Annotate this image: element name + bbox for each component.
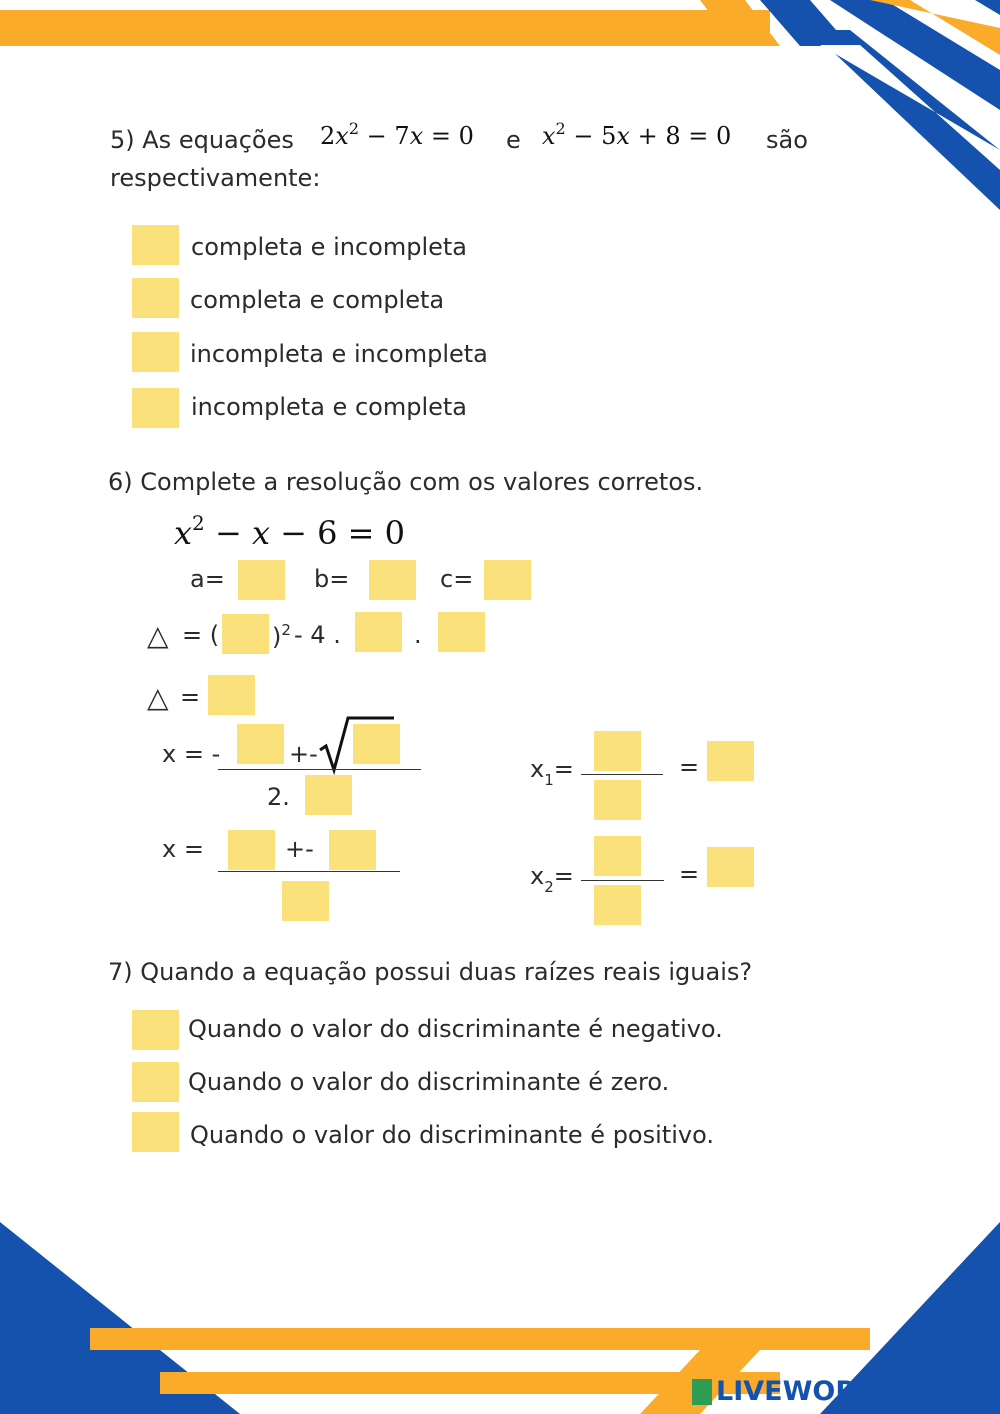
b-label: b= xyxy=(314,565,350,593)
q7-option-2-checkbox[interactable] xyxy=(132,1062,179,1102)
delta-times-four: - 4 . xyxy=(294,621,341,649)
x-line2-plus-minus: +- xyxy=(285,835,314,863)
logo-badge-icon xyxy=(692,1379,712,1405)
delta-result-input[interactable] xyxy=(208,675,255,715)
x-line2-fraction-bar xyxy=(218,871,400,872)
x2-equals: = xyxy=(679,860,700,888)
delta-b-input[interactable] xyxy=(222,614,269,654)
delta-icon: △ xyxy=(147,619,169,652)
c-input[interactable] xyxy=(484,560,531,600)
q5-option-3-label: incompleta e incompleta xyxy=(190,340,488,368)
q5-option-2-label: completa e completa xyxy=(190,286,445,314)
q7-option-3-checkbox[interactable] xyxy=(132,1112,179,1152)
liveworksheets-logo[interactable] xyxy=(692,1376,992,1410)
q6-prompt: 6) Complete a resolução com os valores corretos. xyxy=(108,468,704,496)
q7-option-1-label: Quando o valor do discriminante é negativo. xyxy=(188,1015,723,1043)
x1-numerator-input[interactable] xyxy=(594,731,641,771)
q5-option-1-checkbox[interactable] xyxy=(132,225,179,265)
x1-result-input[interactable] xyxy=(707,741,754,781)
q5-equation-1: $2x^2 - 7x = 0$ xyxy=(320,119,474,150)
x-line2-lhs: x = xyxy=(162,835,204,863)
x-formula-lhs: x = - xyxy=(162,740,221,768)
b-input[interactable] xyxy=(369,560,416,600)
x-formula-delta-input[interactable] xyxy=(353,724,400,764)
x2-numerator-input[interactable] xyxy=(594,836,641,876)
q5-option-4-checkbox[interactable] xyxy=(132,388,179,428)
x-formula-denominator-prefix: 2. xyxy=(267,783,290,811)
q7-prompt: 7) Quando a equação possui duas raízes reais iguais? xyxy=(108,958,753,986)
x1-fraction-bar xyxy=(581,774,663,775)
q5-prompt-suffix: são xyxy=(766,126,808,154)
x2-result-input[interactable] xyxy=(707,847,754,887)
x-formula-fraction-bar xyxy=(218,769,421,770)
delta-open-paren: = ( xyxy=(182,621,220,649)
q7-option-3-label: Quando o valor do discriminante é positivo. xyxy=(190,1121,714,1149)
q5-prompt-line2: respectivamente: xyxy=(110,164,321,192)
q7-option-2-label: Quando o valor do discriminante é zero. xyxy=(188,1068,670,1096)
logo-text: LIVEWORKSHEETS xyxy=(716,1376,994,1407)
delta-icon-2: △ xyxy=(147,681,169,714)
q7-option-1-checkbox[interactable] xyxy=(132,1010,179,1050)
x2-fraction-bar xyxy=(581,880,664,881)
a-input[interactable] xyxy=(238,560,285,600)
q5-option-4-label: incompleta e completa xyxy=(191,393,467,421)
q5-connector: e xyxy=(506,126,521,154)
delta-close-paren: )$^2$ xyxy=(272,621,291,651)
delta-a-input[interactable] xyxy=(355,612,402,652)
x-line2-denominator-input[interactable] xyxy=(282,881,329,921)
x-formula-minus-b-input[interactable] xyxy=(237,724,284,764)
x-formula-a-input[interactable] xyxy=(305,775,352,815)
x-formula-plus-minus: +- xyxy=(289,740,318,768)
x2-label: $x_2=$ xyxy=(530,862,574,896)
q5-equation-2: $x^2 - 5x + 8 = 0$ xyxy=(542,119,732,150)
a-label: a= xyxy=(190,565,225,593)
q5-prompt-prefix: 5) As equações xyxy=(110,126,294,154)
q6-equation: $x^2 - x - 6 = 0$ xyxy=(174,511,406,552)
x-line2-numerator-1-input[interactable] xyxy=(228,830,275,870)
x1-label: $x_1=$ xyxy=(530,755,574,789)
delta-c-input[interactable] xyxy=(438,612,485,652)
x-line2-numerator-2-input[interactable] xyxy=(329,830,376,870)
delta-equals: = xyxy=(180,683,201,711)
x1-denominator-input[interactable] xyxy=(594,780,641,820)
x1-equals: = xyxy=(679,753,700,781)
c-label: c= xyxy=(440,565,474,593)
delta-dot: . xyxy=(414,621,422,649)
q5-option-2-checkbox[interactable] xyxy=(132,278,179,318)
q5-option-1-label: completa e incompleta xyxy=(191,233,467,261)
q5-option-3-checkbox[interactable] xyxy=(132,332,179,372)
x2-denominator-input[interactable] xyxy=(594,885,641,925)
